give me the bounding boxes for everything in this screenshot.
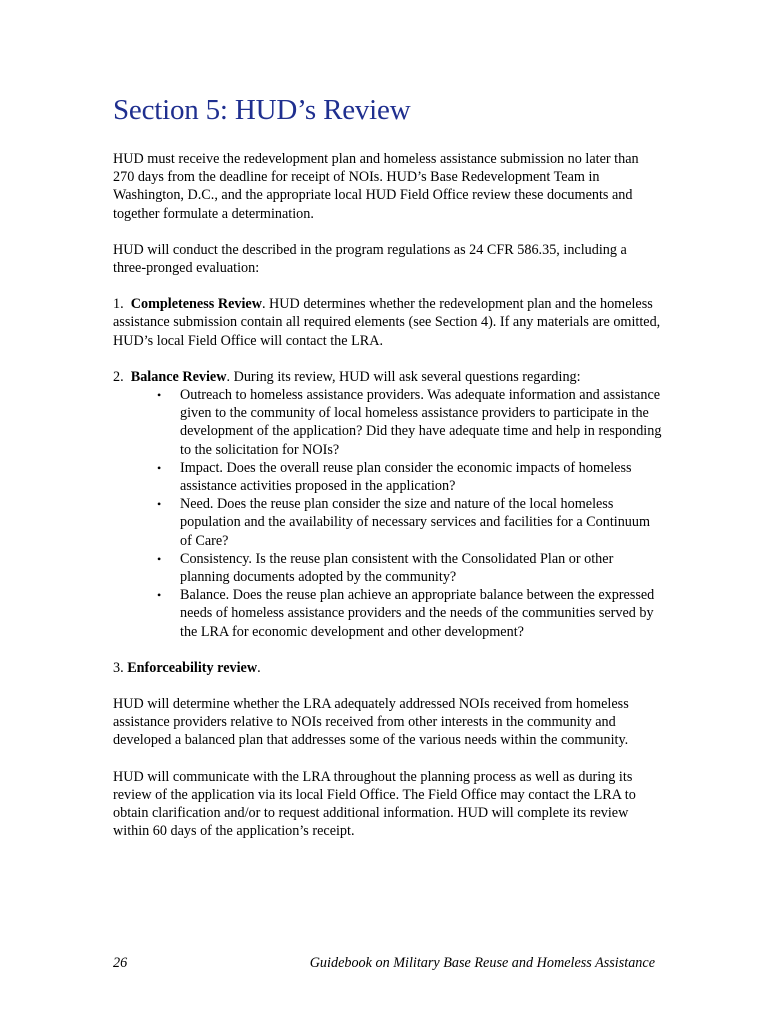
- list-item: [157, 495, 663, 550]
- list-item: [157, 459, 663, 495]
- list-item-text: Outreach to homeless assistance providers. Was adequate information and assistance given to the community of local homeless assistance providers to participate in the development of the application? Did they have adequate time and help in responding to the solicitation for NOIs?: [180, 387, 662, 458]
- page-content: [113, 92, 663, 859]
- item-text: . During its review, HUD will ask several questions regarding:: [226, 368, 581, 385]
- item-number: 3.: [113, 659, 124, 676]
- enforceability-review-item: [113, 659, 663, 677]
- list-item: [157, 550, 663, 586]
- completeness-review-item: [113, 295, 663, 350]
- footer-title: Guidebook on Military Base Reuse and Homeless Assistance: [309, 955, 655, 971]
- item-text: .: [257, 659, 261, 676]
- list-item-text: Need. Does the reuse plan consider the size and nature of the local homeless population and the availability of necessary services and facilities for a Continuum of Care?: [180, 496, 651, 549]
- item-number: 2.: [113, 368, 124, 385]
- page-number: 26: [113, 955, 128, 971]
- list-item-text: Impact. Does the overall reuse plan consider the economic impacts of homeless assistance activities proposed in the application?: [180, 459, 632, 495]
- section-heading: Section 5: HUD’s Review: [113, 94, 411, 126]
- list-item: [157, 586, 663, 641]
- item-number: 1.: [113, 296, 124, 313]
- bullet-icon: •: [157, 497, 162, 512]
- bullet-icon: •: [157, 588, 162, 603]
- communication-paragraph: HUD will communicate with the LRA throughout the planning process as well as during its review of the application via its local Field Office. The Field Office may contact the LRA to obtain clarification and/or to request additional information. HUD will complete its review within 60 days of the application’s receipt.: [113, 768, 636, 840]
- list-item-text: Consistency. Is the reuse plan consistent with the Consolidated Plan or other planning documents adopted by the community?: [180, 550, 614, 586]
- item-text: . HUD determines whether the redevelopment plan and the homeless assistance submission contain all required elements (see Section 4). If any materials are omitted, HUD’s local Field Office will contact the LRA.: [113, 296, 661, 349]
- bullet-icon: •: [157, 388, 162, 403]
- list-item: [157, 386, 663, 459]
- balance-questions-list: [113, 386, 663, 641]
- intro-paragraph: HUD must receive the redevelopment plan and homeless assistance submission no later than 270 days from the deadline for receipt of NOIs. HUD’s Base Redevelopment Team in Washington, D.C., and the appropriate local HUD Field Office review these documents and together formulate a determination.: [113, 151, 639, 222]
- bullet-icon: •: [157, 551, 162, 566]
- item-title: Completeness Review: [130, 296, 262, 313]
- list-item-text: Balance. Does the reuse plan achieve an appropriate balance between the expressed needs of homeless assistance providers and the needs of the communities served by the LRA for economic development and other development?: [180, 587, 655, 640]
- page-footer: [113, 955, 655, 975]
- item-title: Balance Review: [130, 368, 227, 385]
- evaluation-paragraph: HUD will conduct the described in the program regulations as 24 CFR 586.35, including a three-pronged evaluation:: [113, 241, 627, 277]
- bullet-icon: •: [157, 460, 162, 475]
- balance-review-item: [113, 368, 663, 386]
- determination-paragraph: HUD will determine whether the LRA adequately addressed NOIs received from homeless assistance providers relative to NOIs received from other interests in the community and developed a balanced plan that addresses some of the various needs within the community.: [113, 696, 629, 749]
- item-title: Enforceability review: [127, 659, 258, 676]
